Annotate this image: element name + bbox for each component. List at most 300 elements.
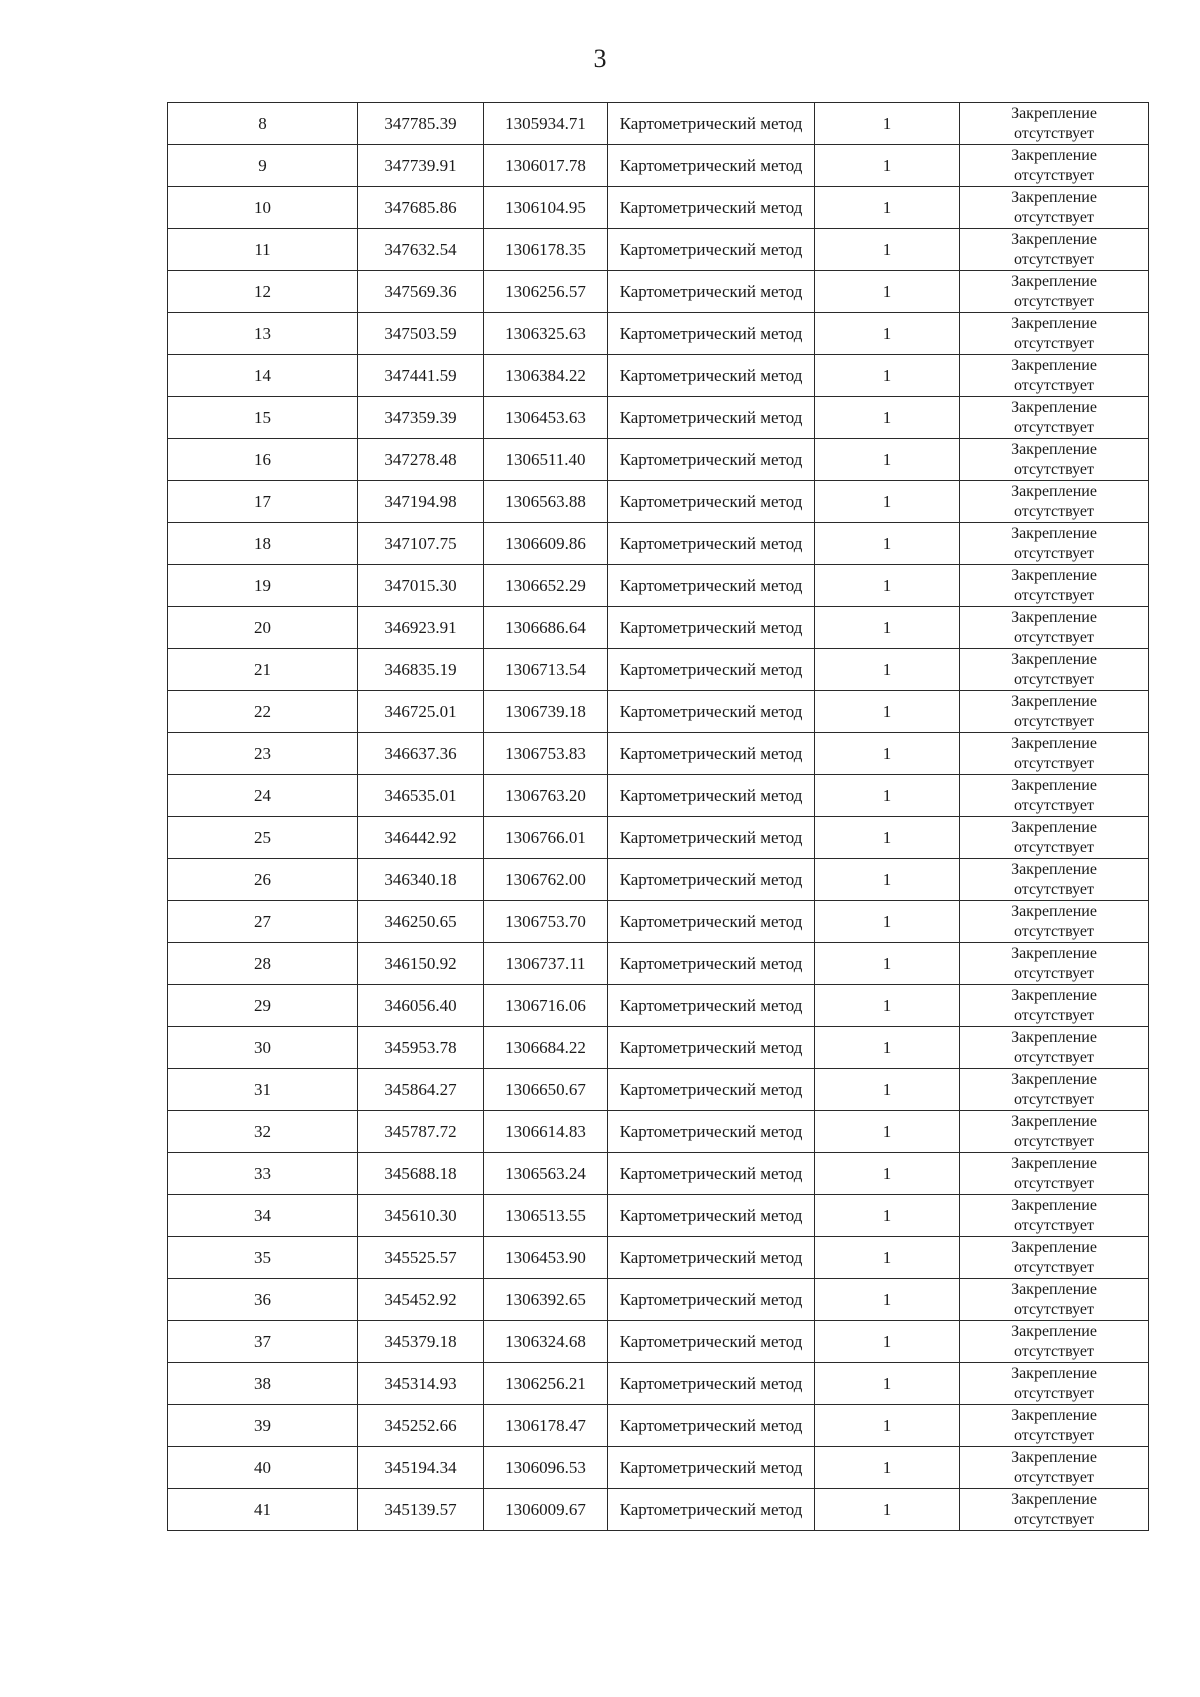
note-line: Закрепление xyxy=(1011,608,1097,626)
note-line: Закрепление xyxy=(1011,356,1097,374)
table-row xyxy=(168,1027,1149,1069)
method-cell: Картометрический метод xyxy=(608,691,815,733)
point-number-cell: 16 xyxy=(168,439,358,481)
accuracy-cell: 1 xyxy=(815,901,960,943)
accuracy-cell: 1 xyxy=(815,313,960,355)
note-cell xyxy=(960,565,1149,607)
x-coordinate-cell: 345452.92 xyxy=(358,1279,484,1321)
note-line: Закрепление xyxy=(1011,818,1097,836)
note-line: отсутствует xyxy=(1013,670,1095,688)
note-line: отсутствует xyxy=(1013,754,1095,772)
method-cell: Картометрический метод xyxy=(608,1195,815,1237)
method-cell: Картометрический метод xyxy=(608,523,815,565)
table-row xyxy=(168,649,1149,691)
note-line: отсутствует xyxy=(1013,1258,1095,1276)
x-coordinate-cell: 347015.30 xyxy=(358,565,484,607)
method-cell: Картометрический метод xyxy=(608,1363,815,1405)
accuracy-cell: 1 xyxy=(815,943,960,985)
note-cell xyxy=(960,943,1149,985)
note-line: отсутствует xyxy=(1013,250,1095,268)
note-line: отсутствует xyxy=(1013,1174,1095,1192)
note-line: отсутствует xyxy=(1013,376,1095,394)
y-coordinate-cell: 1306384.22 xyxy=(484,355,608,397)
method-cell: Картометрический метод xyxy=(608,103,815,145)
point-number-cell: 37 xyxy=(168,1321,358,1363)
y-coordinate-cell: 1306256.21 xyxy=(484,1363,608,1405)
accuracy-cell: 1 xyxy=(815,1321,960,1363)
accuracy-cell: 1 xyxy=(815,1069,960,1111)
y-coordinate-cell: 1306716.06 xyxy=(484,985,608,1027)
note-line: отсутствует xyxy=(1013,124,1095,142)
table-row xyxy=(168,691,1149,733)
y-coordinate-cell: 1306650.67 xyxy=(484,1069,608,1111)
table-row xyxy=(168,145,1149,187)
y-coordinate-cell: 1306609.86 xyxy=(484,523,608,565)
x-coordinate-cell: 345525.57 xyxy=(358,1237,484,1279)
note-cell xyxy=(960,397,1149,439)
method-cell: Картометрический метод xyxy=(608,1027,815,1069)
method-cell: Картометрический метод xyxy=(608,649,815,691)
x-coordinate-cell: 346835.19 xyxy=(358,649,484,691)
table-row xyxy=(168,1237,1149,1279)
note-cell xyxy=(960,1363,1149,1405)
note-line: отсутствует xyxy=(1013,166,1095,184)
table-row xyxy=(168,1279,1149,1321)
point-number-cell: 27 xyxy=(168,901,358,943)
x-coordinate-cell: 347194.98 xyxy=(358,481,484,523)
note-line: Закрепление xyxy=(1011,734,1097,752)
note-line: отсутствует xyxy=(1013,418,1095,436)
table-row xyxy=(168,901,1149,943)
note-line: Закрепление xyxy=(1011,1364,1097,1382)
note-line: отсутствует xyxy=(1013,712,1095,730)
x-coordinate-cell: 346340.18 xyxy=(358,859,484,901)
x-coordinate-cell: 347785.39 xyxy=(358,103,484,145)
point-number-cell: 11 xyxy=(168,229,358,271)
note-line: отсутствует xyxy=(1013,1216,1095,1234)
accuracy-cell: 1 xyxy=(815,145,960,187)
accuracy-cell: 1 xyxy=(815,1405,960,1447)
table-row xyxy=(168,943,1149,985)
x-coordinate-cell: 347503.59 xyxy=(358,313,484,355)
note-line: отсутствует xyxy=(1013,292,1095,310)
y-coordinate-cell: 1306684.22 xyxy=(484,1027,608,1069)
accuracy-cell: 1 xyxy=(815,1363,960,1405)
x-coordinate-cell: 345314.93 xyxy=(358,1363,484,1405)
method-cell: Картометрический метод xyxy=(608,397,815,439)
table-row xyxy=(168,1489,1149,1531)
note-line: отсутствует xyxy=(1013,1510,1095,1528)
x-coordinate-cell: 346150.92 xyxy=(358,943,484,985)
point-number-cell: 32 xyxy=(168,1111,358,1153)
note-line: Закрепление xyxy=(1011,272,1097,290)
y-coordinate-cell: 1305934.71 xyxy=(484,103,608,145)
note-cell xyxy=(960,859,1149,901)
method-cell: Картометрический метод xyxy=(608,985,815,1027)
table-row xyxy=(168,1447,1149,1489)
point-number-cell: 17 xyxy=(168,481,358,523)
x-coordinate-cell: 347441.59 xyxy=(358,355,484,397)
note-cell xyxy=(960,1069,1149,1111)
note-line: отсутствует xyxy=(1013,1468,1095,1486)
y-coordinate-cell: 1306753.70 xyxy=(484,901,608,943)
y-coordinate-cell: 1306763.20 xyxy=(484,775,608,817)
accuracy-cell: 1 xyxy=(815,691,960,733)
accuracy-cell: 1 xyxy=(815,775,960,817)
note-line: Закрепление xyxy=(1011,986,1097,1004)
point-number-cell: 15 xyxy=(168,397,358,439)
table-row xyxy=(168,103,1149,145)
y-coordinate-cell: 1306739.18 xyxy=(484,691,608,733)
note-line: Закрепление xyxy=(1011,1322,1097,1340)
y-coordinate-cell: 1306453.63 xyxy=(484,397,608,439)
y-coordinate-cell: 1306614.83 xyxy=(484,1111,608,1153)
method-cell: Картометрический метод xyxy=(608,187,815,229)
note-line: отсутствует xyxy=(1013,460,1095,478)
y-coordinate-cell: 1306104.95 xyxy=(484,187,608,229)
method-cell: Картометрический метод xyxy=(608,1489,815,1531)
table-body xyxy=(168,103,1149,1531)
method-cell: Картометрический метод xyxy=(608,271,815,313)
table-row xyxy=(168,1195,1149,1237)
x-coordinate-cell: 347739.91 xyxy=(358,145,484,187)
method-cell: Картометрический метод xyxy=(608,607,815,649)
point-number-cell: 24 xyxy=(168,775,358,817)
method-cell: Картометрический метод xyxy=(608,1153,815,1195)
note-line: Закрепление xyxy=(1011,146,1097,164)
y-coordinate-cell: 1306652.29 xyxy=(484,565,608,607)
note-line: Закрепление xyxy=(1011,398,1097,416)
table-row xyxy=(168,607,1149,649)
x-coordinate-cell: 346442.92 xyxy=(358,817,484,859)
note-cell xyxy=(960,607,1149,649)
point-number-cell: 8 xyxy=(168,103,358,145)
note-cell xyxy=(960,901,1149,943)
accuracy-cell: 1 xyxy=(815,103,960,145)
method-cell: Картометрический метод xyxy=(608,859,815,901)
note-cell xyxy=(960,1027,1149,1069)
note-line: Закрепление xyxy=(1011,230,1097,248)
table-row xyxy=(168,397,1149,439)
table-row xyxy=(168,355,1149,397)
page-number: 3 xyxy=(593,44,607,73)
x-coordinate-cell: 345194.34 xyxy=(358,1447,484,1489)
coordinates-table xyxy=(167,102,1149,1531)
x-coordinate-cell: 347107.75 xyxy=(358,523,484,565)
method-cell: Картометрический метод xyxy=(608,817,815,859)
note-line: Закрепление xyxy=(1011,188,1097,206)
accuracy-cell: 1 xyxy=(815,817,960,859)
y-coordinate-cell: 1306392.65 xyxy=(484,1279,608,1321)
point-number-cell: 23 xyxy=(168,733,358,775)
note-cell xyxy=(960,313,1149,355)
method-cell: Картометрический метод xyxy=(608,1279,815,1321)
note-line: Закрепление xyxy=(1011,650,1097,668)
y-coordinate-cell: 1306178.35 xyxy=(484,229,608,271)
note-cell xyxy=(960,775,1149,817)
note-line: Закрепление xyxy=(1011,1406,1097,1424)
note-line: Закрепление xyxy=(1011,1490,1097,1508)
table-row xyxy=(168,313,1149,355)
x-coordinate-cell: 347359.39 xyxy=(358,397,484,439)
note-cell xyxy=(960,229,1149,271)
accuracy-cell: 1 xyxy=(815,733,960,775)
y-coordinate-cell: 1306453.90 xyxy=(484,1237,608,1279)
note-line: Закрепление xyxy=(1011,524,1097,542)
note-line: отсутствует xyxy=(1013,544,1095,562)
table-row xyxy=(168,985,1149,1027)
point-number-cell: 28 xyxy=(168,943,358,985)
note-cell xyxy=(960,187,1149,229)
note-cell xyxy=(960,1489,1149,1531)
accuracy-cell: 1 xyxy=(815,565,960,607)
y-coordinate-cell: 1306563.24 xyxy=(484,1153,608,1195)
y-coordinate-cell: 1306511.40 xyxy=(484,439,608,481)
x-coordinate-cell: 345252.66 xyxy=(358,1405,484,1447)
table-row xyxy=(168,1363,1149,1405)
x-coordinate-cell: 345379.18 xyxy=(358,1321,484,1363)
y-coordinate-cell: 1306762.00 xyxy=(484,859,608,901)
note-line: Закрепление xyxy=(1011,1070,1097,1088)
note-cell xyxy=(960,355,1149,397)
table-row xyxy=(168,1111,1149,1153)
table-row xyxy=(168,439,1149,481)
accuracy-cell: 1 xyxy=(815,1489,960,1531)
table-row xyxy=(168,229,1149,271)
y-coordinate-cell: 1306017.78 xyxy=(484,145,608,187)
x-coordinate-cell: 345139.57 xyxy=(358,1489,484,1531)
table-row xyxy=(168,523,1149,565)
method-cell: Картометрический метод xyxy=(608,943,815,985)
method-cell: Картометрический метод xyxy=(608,565,815,607)
point-number-cell: 33 xyxy=(168,1153,358,1195)
y-coordinate-cell: 1306563.88 xyxy=(484,481,608,523)
x-coordinate-cell: 347685.86 xyxy=(358,187,484,229)
note-line: отсутствует xyxy=(1013,1090,1095,1108)
note-line: Закрепление xyxy=(1011,1196,1097,1214)
note-cell xyxy=(960,271,1149,313)
note-line: Закрепление xyxy=(1011,482,1097,500)
note-line: Закрепление xyxy=(1011,1238,1097,1256)
y-coordinate-cell: 1306324.68 xyxy=(484,1321,608,1363)
note-line: Закрепление xyxy=(1011,566,1097,584)
point-number-cell: 10 xyxy=(168,187,358,229)
point-number-cell: 40 xyxy=(168,1447,358,1489)
point-number-cell: 14 xyxy=(168,355,358,397)
note-line: Закрепление xyxy=(1011,692,1097,710)
table-row xyxy=(168,1321,1149,1363)
accuracy-cell: 1 xyxy=(815,859,960,901)
point-number-cell: 12 xyxy=(168,271,358,313)
x-coordinate-cell: 346923.91 xyxy=(358,607,484,649)
note-cell xyxy=(960,523,1149,565)
x-coordinate-cell: 346250.65 xyxy=(358,901,484,943)
point-number-cell: 9 xyxy=(168,145,358,187)
point-number-cell: 18 xyxy=(168,523,358,565)
point-number-cell: 38 xyxy=(168,1363,358,1405)
y-coordinate-cell: 1306325.63 xyxy=(484,313,608,355)
accuracy-cell: 1 xyxy=(815,1027,960,1069)
note-line: отсутствует xyxy=(1013,1006,1095,1024)
x-coordinate-cell: 347632.54 xyxy=(358,229,484,271)
note-line: отсутствует xyxy=(1013,208,1095,226)
note-line: отсутствует xyxy=(1013,838,1095,856)
note-cell xyxy=(960,481,1149,523)
point-number-cell: 29 xyxy=(168,985,358,1027)
accuracy-cell: 1 xyxy=(815,187,960,229)
method-cell: Картометрический метод xyxy=(608,1237,815,1279)
note-cell xyxy=(960,817,1149,859)
note-line: отсутствует xyxy=(1013,1426,1095,1444)
note-line: отсутствует xyxy=(1013,1342,1095,1360)
table-row xyxy=(168,733,1149,775)
note-line: Закрепление xyxy=(1011,902,1097,920)
note-cell xyxy=(960,1279,1149,1321)
method-cell: Картометрический метод xyxy=(608,1321,815,1363)
point-number-cell: 20 xyxy=(168,607,358,649)
note-line: Закрепление xyxy=(1011,314,1097,332)
table-row xyxy=(168,1069,1149,1111)
note-cell xyxy=(960,1195,1149,1237)
x-coordinate-cell: 346725.01 xyxy=(358,691,484,733)
point-number-cell: 30 xyxy=(168,1027,358,1069)
accuracy-cell: 1 xyxy=(815,1447,960,1489)
note-line: отсутствует xyxy=(1013,586,1095,604)
point-number-cell: 26 xyxy=(168,859,358,901)
method-cell: Картометрический метод xyxy=(608,1405,815,1447)
accuracy-cell: 1 xyxy=(815,271,960,313)
table-row xyxy=(168,1153,1149,1195)
table-row xyxy=(168,859,1149,901)
note-cell xyxy=(960,103,1149,145)
method-cell: Картометрический метод xyxy=(608,439,815,481)
y-coordinate-cell: 1306009.67 xyxy=(484,1489,608,1531)
y-coordinate-cell: 1306256.57 xyxy=(484,271,608,313)
note-cell xyxy=(960,1405,1149,1447)
accuracy-cell: 1 xyxy=(815,523,960,565)
method-cell: Картометрический метод xyxy=(608,313,815,355)
accuracy-cell: 1 xyxy=(815,397,960,439)
accuracy-cell: 1 xyxy=(815,1111,960,1153)
point-number-cell: 31 xyxy=(168,1069,358,1111)
note-cell xyxy=(960,1237,1149,1279)
accuracy-cell: 1 xyxy=(815,1195,960,1237)
note-line: отсутствует xyxy=(1013,964,1095,982)
note-line: Закрепление xyxy=(1011,104,1097,122)
note-line: отсутствует xyxy=(1013,1300,1095,1318)
note-line: отсутствует xyxy=(1013,796,1095,814)
note-line: Закрепление xyxy=(1011,776,1097,794)
x-coordinate-cell: 347569.36 xyxy=(358,271,484,313)
y-coordinate-cell: 1306737.11 xyxy=(484,943,608,985)
accuracy-cell: 1 xyxy=(815,649,960,691)
note-line: Закрепление xyxy=(1011,1448,1097,1466)
point-number-cell: 34 xyxy=(168,1195,358,1237)
note-line: Закрепление xyxy=(1011,944,1097,962)
point-number-cell: 36 xyxy=(168,1279,358,1321)
y-coordinate-cell: 1306766.01 xyxy=(484,817,608,859)
method-cell: Картометрический метод xyxy=(608,229,815,271)
note-cell xyxy=(960,1447,1149,1489)
accuracy-cell: 1 xyxy=(815,229,960,271)
note-line: отсутствует xyxy=(1013,1048,1095,1066)
point-number-cell: 39 xyxy=(168,1405,358,1447)
note-cell xyxy=(960,1321,1149,1363)
x-coordinate-cell: 345953.78 xyxy=(358,1027,484,1069)
x-coordinate-cell: 345610.30 xyxy=(358,1195,484,1237)
note-cell xyxy=(960,145,1149,187)
y-coordinate-cell: 1306513.55 xyxy=(484,1195,608,1237)
point-number-cell: 41 xyxy=(168,1489,358,1531)
table-row xyxy=(168,817,1149,859)
method-cell: Картометрический метод xyxy=(608,733,815,775)
y-coordinate-cell: 1306686.64 xyxy=(484,607,608,649)
note-line: отсутствует xyxy=(1013,922,1095,940)
note-cell xyxy=(960,1111,1149,1153)
x-coordinate-cell: 345688.18 xyxy=(358,1153,484,1195)
table-row xyxy=(168,565,1149,607)
note-cell xyxy=(960,649,1149,691)
x-coordinate-cell: 345787.72 xyxy=(358,1111,484,1153)
accuracy-cell: 1 xyxy=(815,1153,960,1195)
accuracy-cell: 1 xyxy=(815,481,960,523)
note-cell xyxy=(960,985,1149,1027)
accuracy-cell: 1 xyxy=(815,1237,960,1279)
table-row xyxy=(168,481,1149,523)
point-number-cell: 13 xyxy=(168,313,358,355)
method-cell: Картометрический метод xyxy=(608,145,815,187)
method-cell: Картометрический метод xyxy=(608,1069,815,1111)
point-number-cell: 25 xyxy=(168,817,358,859)
table-row xyxy=(168,187,1149,229)
note-line: отсутствует xyxy=(1013,1132,1095,1150)
accuracy-cell: 1 xyxy=(815,439,960,481)
y-coordinate-cell: 1306753.83 xyxy=(484,733,608,775)
method-cell: Картометрический метод xyxy=(608,1111,815,1153)
method-cell: Картометрический метод xyxy=(608,481,815,523)
note-line: Закрепление xyxy=(1011,1154,1097,1172)
y-coordinate-cell: 1306713.54 xyxy=(484,649,608,691)
note-line: отсутствует xyxy=(1013,334,1095,352)
note-line: Закрепление xyxy=(1011,1028,1097,1046)
note-line: отсутствует xyxy=(1013,502,1095,520)
table-row xyxy=(168,775,1149,817)
note-cell xyxy=(960,733,1149,775)
method-cell: Картометрический метод xyxy=(608,355,815,397)
table-row xyxy=(168,1405,1149,1447)
note-line: отсутствует xyxy=(1013,628,1095,646)
note-line: Закрепление xyxy=(1011,860,1097,878)
y-coordinate-cell: 1306096.53 xyxy=(484,1447,608,1489)
accuracy-cell: 1 xyxy=(815,607,960,649)
note-cell xyxy=(960,1153,1149,1195)
accuracy-cell: 1 xyxy=(815,1279,960,1321)
note-line: Закрепление xyxy=(1011,1280,1097,1298)
x-coordinate-cell: 345864.27 xyxy=(358,1069,484,1111)
note-line: отсутствует xyxy=(1013,1384,1095,1402)
point-number-cell: 19 xyxy=(168,565,358,607)
x-coordinate-cell: 346637.36 xyxy=(358,733,484,775)
accuracy-cell: 1 xyxy=(815,985,960,1027)
point-number-cell: 35 xyxy=(168,1237,358,1279)
accuracy-cell: 1 xyxy=(815,355,960,397)
x-coordinate-cell: 347278.48 xyxy=(358,439,484,481)
y-coordinate-cell: 1306178.47 xyxy=(484,1405,608,1447)
note-line: Закрепление xyxy=(1011,440,1097,458)
point-number-cell: 21 xyxy=(168,649,358,691)
x-coordinate-cell: 346056.40 xyxy=(358,985,484,1027)
note-cell xyxy=(960,439,1149,481)
